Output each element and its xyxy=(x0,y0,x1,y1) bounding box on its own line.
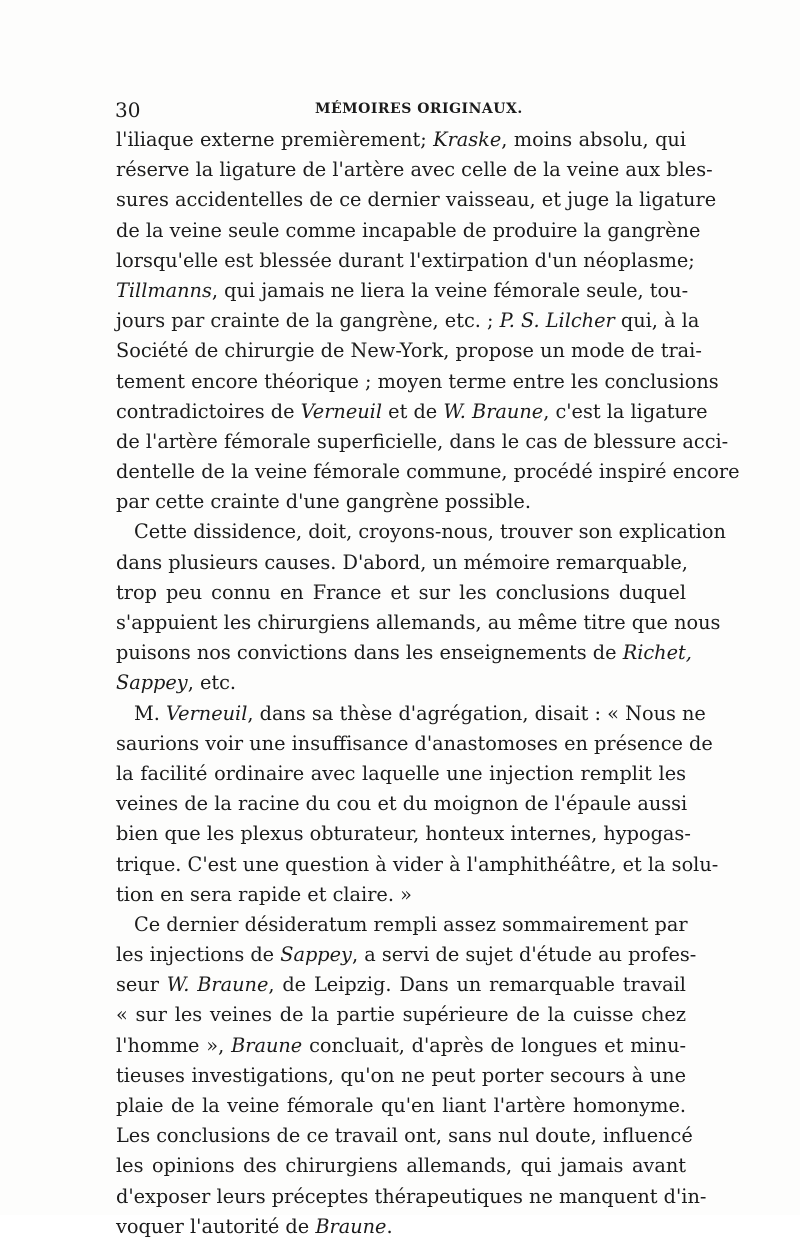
text-segment: tion en sera rapide et claire. » xyxy=(116,882,412,906)
text-line xyxy=(116,1182,707,1212)
text-line xyxy=(116,970,686,1000)
italic-name: Tillmanns xyxy=(116,278,212,302)
text-segment: , a servi de sujet d'étude au profes- xyxy=(351,943,697,967)
text-line xyxy=(116,699,706,729)
text-segment: dentelle de la veine fémorale commune, procédé inspiré encore xyxy=(116,460,740,484)
text-segment: l'homme », xyxy=(116,1033,232,1057)
text-line xyxy=(116,910,686,940)
text-segment: contradictoires de xyxy=(116,399,301,423)
text-segment: qui, à la xyxy=(614,309,700,333)
italic-name: Verneuil xyxy=(300,399,383,423)
text-segment: de l'artère fémorale superficielle, dans le cas de blessure acci- xyxy=(116,429,729,453)
text-line xyxy=(116,668,686,698)
text-line xyxy=(116,216,701,246)
text-line xyxy=(116,548,686,578)
text-segment: d'exposer leurs préceptes thérapeutiques ne manquent d'in- xyxy=(116,1184,707,1208)
text-segment: tement encore théorique ; moyen terme entre les conclusions xyxy=(116,369,719,393)
text-line xyxy=(116,729,713,759)
text-segment: « sur les veines de la partie supérieure de la cuisse chez xyxy=(116,1003,686,1027)
text-line xyxy=(116,759,686,789)
text-segment: , etc. xyxy=(187,671,237,695)
text-segment: bien que les plexus obturateur, honteux internes, hypogas- xyxy=(116,822,691,846)
text-segment: et de xyxy=(382,399,444,423)
text-line xyxy=(116,155,713,185)
text-line xyxy=(116,367,719,397)
text-segment: dans plusieurs causes. D'abord, un mémoire remarquable, xyxy=(116,550,688,574)
italic-name: W. Braune xyxy=(443,399,544,423)
text-line xyxy=(116,880,686,910)
text-segment: trique. C'est une question à vider à l'amphithéâtre, et la solu- xyxy=(116,852,719,876)
text-line xyxy=(116,185,717,215)
text-segment: M. xyxy=(134,701,167,725)
text-segment: , dans sa thèse d'agrégation, disait : « Nous ne xyxy=(247,701,706,725)
text-line xyxy=(116,789,686,819)
italic-name: Richet, xyxy=(622,641,692,665)
text-segment: Société de chirurgie de New-York, propose un mode de trai- xyxy=(116,339,702,363)
text-segment: tieuses investigations, qu'on ne peut porter secours à une xyxy=(116,1063,686,1087)
text-segment: , moins absolu, qui xyxy=(501,128,686,151)
text-segment: seur xyxy=(116,973,167,997)
italic-name: Kraske xyxy=(433,128,502,151)
italic-name: Sappey xyxy=(116,671,188,695)
text-segment: la facilité ordinaire avec laquelle une injection remplit les xyxy=(116,761,686,785)
italic-name: P. S. Lilcher xyxy=(499,309,615,333)
text-line xyxy=(116,125,686,155)
text-segment: concluait, d'après de longues et minu- xyxy=(302,1033,687,1057)
text-line xyxy=(116,1121,693,1151)
text-segment: par cette crainte d'une gangrène possible. xyxy=(116,490,531,514)
text-line xyxy=(116,1151,686,1181)
text-segment: sures accidentelles de ce dernier vaisseau, et juge la ligature xyxy=(116,188,717,212)
text-line xyxy=(116,457,740,487)
text-line xyxy=(116,819,691,849)
text-segment: Cette dissidence, doit, croyons-nous, trouver son explication xyxy=(134,520,726,544)
text-segment: Les conclusions de ce travail ont, sans nul doute, influencé xyxy=(116,1124,693,1148)
text-segment: , qui jamais ne liera la veine fémorale seule, tou- xyxy=(211,278,689,302)
running-title: MÉMOIRES ORIGINAUX. xyxy=(315,101,523,117)
italic-name: Sappey xyxy=(280,943,352,967)
text-segment: saurions voir une insuffisance d'anastomoses en présence de xyxy=(116,731,713,755)
text-segment: voquer l'autorité de xyxy=(116,1214,316,1238)
italic-name: W. Braune xyxy=(166,973,269,997)
text-segment: plaie de la veine fémorale qu'en liant l'artère homonyme. xyxy=(116,1094,686,1117)
text-line xyxy=(116,638,692,668)
page-number: 30 xyxy=(115,98,141,122)
text-line xyxy=(116,1031,686,1061)
italic-name: Braune xyxy=(231,1033,303,1057)
text-line xyxy=(116,850,719,880)
text-segment: , de Leipzig. Dans un remarquable travail xyxy=(268,973,686,997)
text-line xyxy=(116,940,697,970)
text-segment: veines de la racine du cou et du moignon de l'épaule aussi xyxy=(116,792,688,816)
page-header xyxy=(115,98,685,122)
text-segment: trop peu connu en France et sur les conclusions duquel xyxy=(116,580,686,604)
text-line xyxy=(116,427,729,457)
text-segment: , c'est la ligature xyxy=(543,399,708,423)
text-line xyxy=(116,306,700,336)
text-line xyxy=(116,487,686,517)
text-line xyxy=(116,1000,686,1030)
text-segment: réserve la ligature de l'artère avec celle de la veine aux bles- xyxy=(116,158,713,182)
text-segment: . xyxy=(386,1214,393,1238)
text-segment: s'appuient les chirurgiens allemands, au même titre que nous xyxy=(116,611,721,634)
text-segment: les opinions des chirurgiens allemands, qui jamais avant xyxy=(116,1154,686,1178)
text-segment: puisons nos convictions dans les enseignements de xyxy=(116,641,623,665)
italic-name: Braune xyxy=(315,1214,387,1238)
text-line xyxy=(116,1212,686,1242)
text-line xyxy=(116,608,721,638)
italic-name: Verneuil xyxy=(166,701,248,725)
text-segment: l'iliaque externe premièrement; xyxy=(116,128,434,151)
text-segment: lorsqu'elle est blessée durant l'extirpation d'un néoplasme; xyxy=(116,248,695,272)
text-segment: de la veine seule comme incapable de produire la gangrène xyxy=(116,218,701,242)
text-line xyxy=(116,517,726,547)
text-line xyxy=(116,1091,686,1121)
text-line xyxy=(116,246,695,276)
text-segment: les injections de xyxy=(116,943,281,967)
text-line xyxy=(116,336,702,366)
text-line xyxy=(116,1061,686,1091)
text-segment: Ce dernier désideratum rempli assez sommairement par xyxy=(134,912,688,936)
text-line xyxy=(116,276,689,306)
text-line xyxy=(116,397,708,427)
text-line xyxy=(116,578,686,608)
body-text xyxy=(116,125,740,1242)
text-segment: jours par crainte de la gangrène, etc. ; xyxy=(116,309,500,333)
